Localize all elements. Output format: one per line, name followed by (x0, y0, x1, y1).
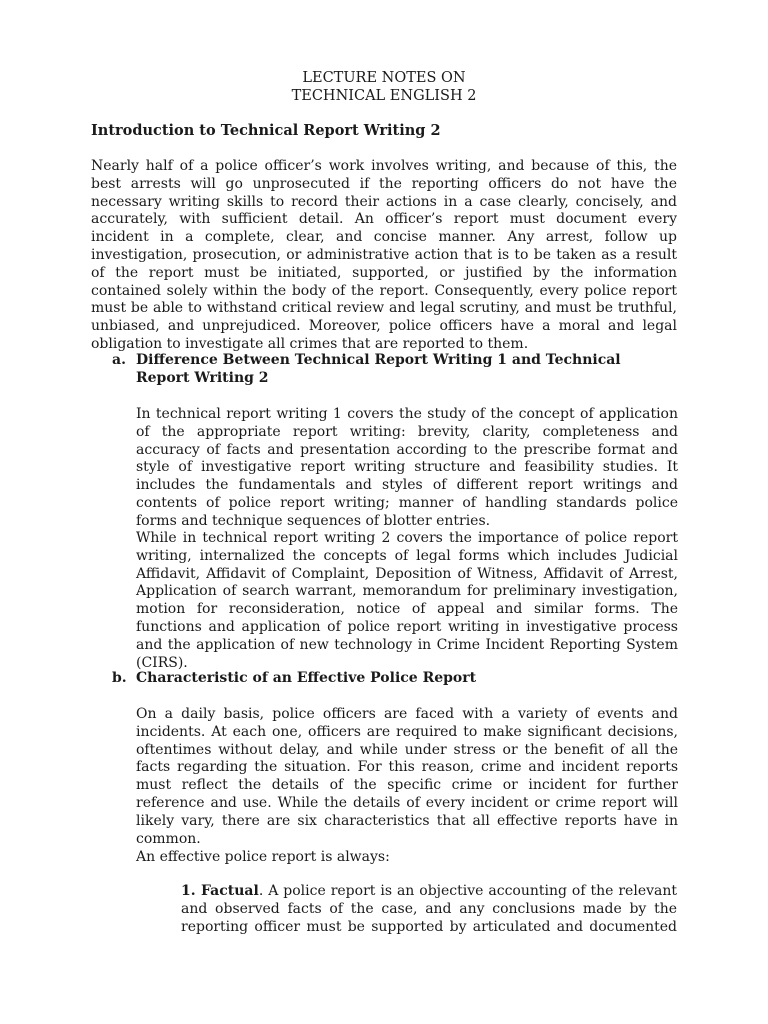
section-a-letter: a. (112, 352, 126, 368)
list-item-factual-label: 1. Factual (181, 883, 259, 899)
section-b-paragraph-1: On a daily basis, police officers are faced with a variety of events and incidents. At each one, officers are required to make significant decisions, oftentimes without delay, and while under stress or the benefit of all the facts regarding the situation. For this reason, crime and incident reports must reflect the details of the specific crime or incident for further reference and use. While the details of every incident or crime report will likely vary, there are six characteristics that all effective reports have in common. (136, 706, 678, 847)
section-a-paragraph-1: In technical report writing 1 covers the study of the concept of application of the appropriate report writing: brevity, clarity, completeness and accuracy of facts and presentation according to the prescribe format and style of investigative report writing structure and feasibility studies. It includes the fundamentals and styles of different report writings and contents of police report writing; manner of handling standards police forms and technique sequences of blotter entries. (136, 406, 678, 529)
section-a-title: Difference Between Technical Report Writing 1 and Technical Report Writing 2 (136, 352, 621, 386)
section-b-paragraph-2: An effective police report is always: (136, 849, 390, 865)
section-b-title: Characteristic of an Effective Police Report (136, 670, 477, 686)
intro-heading: Introduction to Technical Report Writing 2 (91, 122, 441, 139)
title-line-2: TECHNICAL ENGLISH 2 (291, 88, 477, 104)
section-a-heading (112, 352, 678, 388)
list-item-factual-text: . A police report is an objective accounting of the relevant and observed facts of the case, and any conclusions made by the reporting officer must be supported by articulated and documented (181, 883, 678, 935)
title-line-1: LECTURE NOTES ON (302, 70, 466, 86)
document-title (0, 69, 768, 105)
section-b-letter: b. (112, 670, 127, 686)
section-b-heading (112, 670, 678, 688)
section-a-paragraph-2: While in technical report writing 2 covers the importance of police report writing, internalized the concepts of legal forms which includes Judicial Affidavit, Affidavit of Complaint, Deposition of Witness, Affidavit of Arrest, Application of search warrant, memorandum for preliminary investigation, motion for reconsideration, notice of appeal and similar forms. The functions and application of police report writing in investigative process and the application of new technology in Crime Incident Reporting System (CIRS). (136, 530, 678, 671)
intro-paragraph: Nearly half of a police officer’s work involves writing, and because of this, the best arrests will go unprosecuted if the reporting officers do not have the necessary writing skills to record their actions in a case clearly, concisely, and accurately, with sufficient detail. An officer’s report must document every incident in a complete, clear, and concise manner. Any arrest, follow up investigation, prosecution, or administrative action that is to be taken as a result of the report must be initiated, supported, or justified by the information contained solely within the body of the report. Consequently, every police report must be able to withstand critical review and legal scrutiny, and must be truthful, unbiased, and unprejudiced. Moreover, police officers have a moral and legal obligation to investigate all crimes that are reported to them. (91, 158, 677, 352)
list-item-factual (181, 883, 677, 936)
